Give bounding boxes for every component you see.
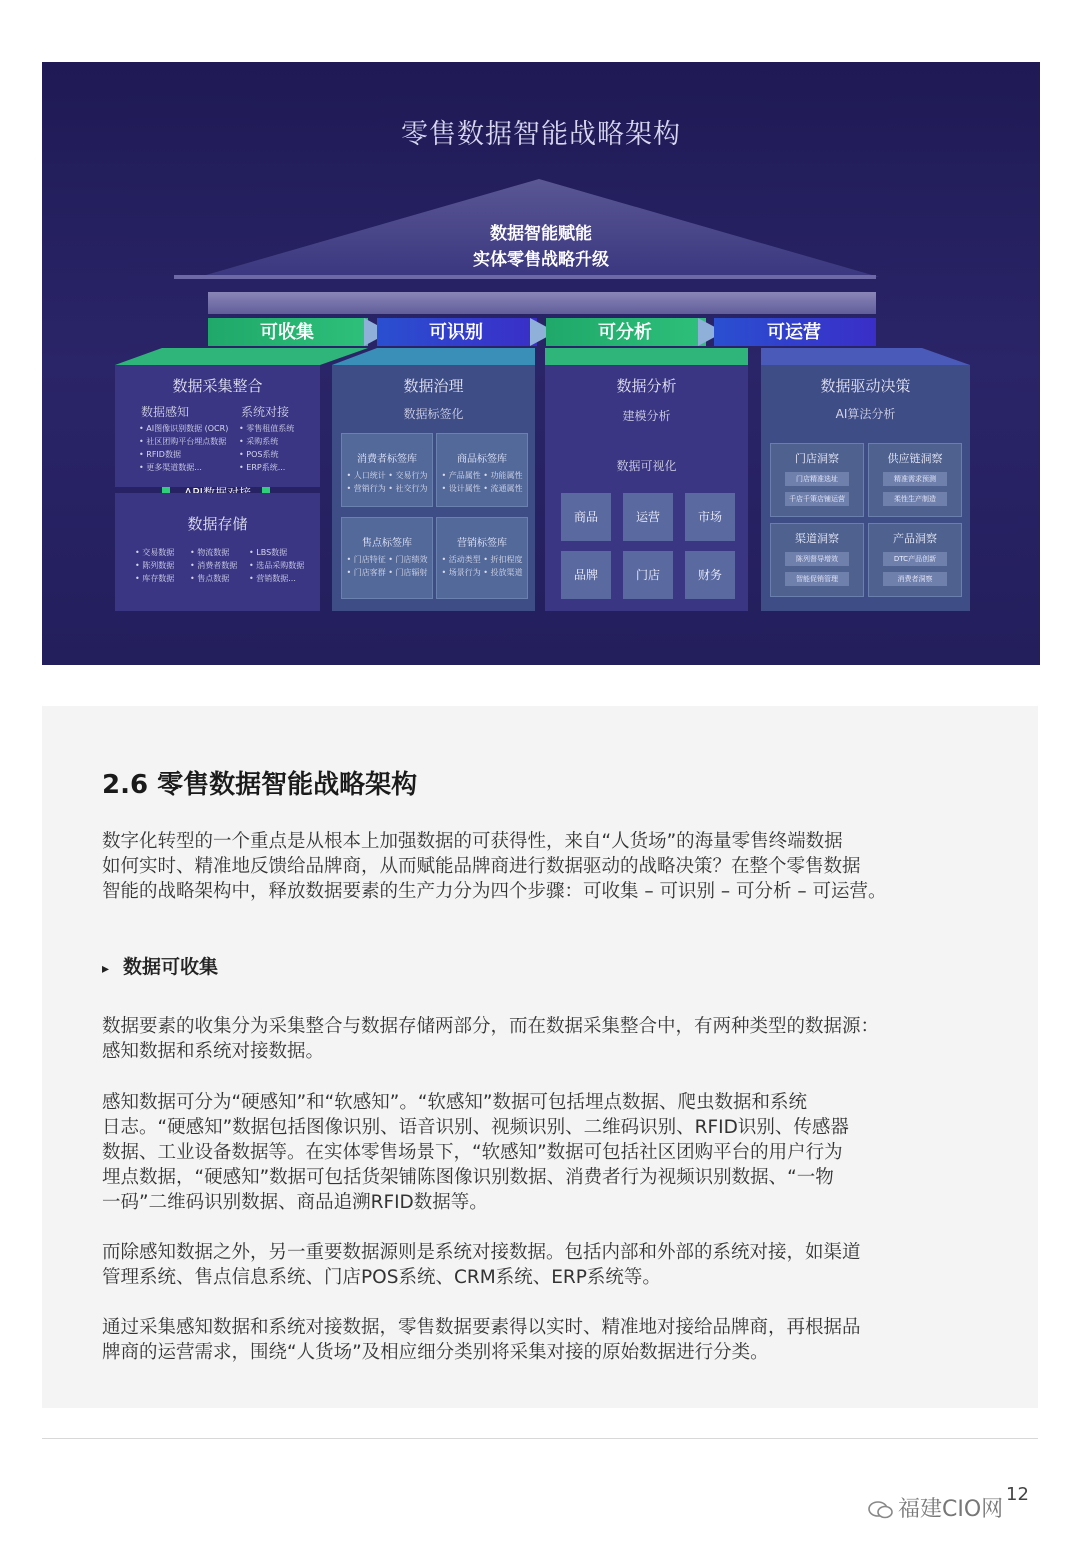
analysis-store: 门店 xyxy=(623,551,673,599)
tag-library-consumer: 消费者标签库 • 人口统计 • 交易行为 • 营销行为 • 社交行为 xyxy=(341,433,433,507)
wechat-icon xyxy=(868,1500,894,1520)
col4-subtitle: AI算法分析 xyxy=(835,407,896,421)
watermark-text: 福建CIO网 xyxy=(898,1497,1004,1522)
bullet-heading xyxy=(102,952,218,979)
col1-right-list: • 零售租值系统 • 采购系统 • POS系统 • ERP系统... xyxy=(239,424,295,472)
tag-library-store: 售点标签库 • 门店特征 • 门店绩效 • 门店客群 • 门店辐射 xyxy=(341,517,433,599)
col-analysis xyxy=(545,365,748,611)
col4-title: 数据驱动决策 xyxy=(820,377,911,395)
col1-title: 数据采集整合 xyxy=(172,377,263,395)
paragraph-system: 而除感知数据之外，另一重要数据源则是系统对接数据。包括内部和外部的系统对接，如渠道 管理系统、售点信息系统、门店POS系统、CRM系统、ERP系统等。 xyxy=(102,1242,861,1288)
col2-subtitle: 数据标签化 xyxy=(403,407,464,421)
analysis-operation: 运营 xyxy=(623,493,673,541)
col3-viz: 数据可视化 xyxy=(616,459,677,473)
roof-line-1: 数据智能赋能 xyxy=(490,224,592,244)
paragraph-intro: 数字化转型的一个重点是从根本上加强数据的可获得性，来自“人货场”的海量零售终端数据 如何实时、精准地反馈给品牌商，从而赋能品牌商进行数据驱动的战略决策？在整个零售数据 智能的战略架构中，释放数据要素的生产力分为四个步骤：可收集 – 可识别 – 可分析 – 可运营。 xyxy=(102,831,887,902)
insight-product: 产品洞察 DTC产品创新 消费者洞察 xyxy=(868,523,962,597)
beam-shape xyxy=(208,292,876,314)
col-storage xyxy=(115,493,320,611)
col1-left-list: • AI图像识别数据 (OCR) • 社区团购平台埋点数据 • RFID数据 • 更多渠道数据... xyxy=(139,424,229,472)
col1-right-head: 系统对接 xyxy=(241,405,290,419)
tag-library-product: 商品标签库 • 产品属性 • 功能属性 • 设计属性 • 流通属性 xyxy=(436,433,528,507)
architecture-diagram xyxy=(42,62,1040,665)
col-decision xyxy=(761,365,970,611)
analysis-product: 商品 xyxy=(561,493,611,541)
insight-store: 门店洞察 门店精准选址 千店千策店铺运营 xyxy=(770,443,864,517)
bullet-text: 数据可收集 xyxy=(123,956,219,978)
section-heading: 2.6 零售数据智能战略架构 xyxy=(102,770,418,800)
watermark xyxy=(868,1492,1003,1523)
col-collect-top xyxy=(115,365,320,487)
col-governance xyxy=(332,365,535,611)
bullet-marker: ▸ xyxy=(102,961,110,977)
storage-title: 数据存储 xyxy=(187,515,248,533)
tag-library-marketing: 营销标签库 • 活动类型 • 折扣程度 • 场景行为 • 投放渠道 xyxy=(436,517,528,599)
paragraph-collection: 数据要素的收集分为采集整合与数据存储两部分，而在数据采集整合中，有两种类型的数据源： 感知数据和系统对接数据。 xyxy=(102,1016,880,1062)
analysis-finance: 财务 xyxy=(685,551,735,599)
insight-channel: 渠道洞察 陈列督导增效 智能促销管理 xyxy=(770,523,864,597)
analysis-brand: 品牌 xyxy=(561,551,611,599)
col3-subtitle: 建模分析 xyxy=(622,409,671,423)
col1-left-head: 数据感知 xyxy=(141,405,190,419)
insight-supply-chain: 供应链洞察 精准需求预测 柔性生产制造 xyxy=(868,443,962,517)
col3-title: 数据分析 xyxy=(616,377,677,395)
footer-divider xyxy=(42,1438,1038,1439)
storage-list-1: • 交易数据 • 陈列数据 • 库存数据 xyxy=(135,548,175,583)
storage-list-2: • 物流数据 • 消费者数据 • 售点数据 xyxy=(190,548,238,583)
analysis-market: 市场 xyxy=(685,493,735,541)
article-panel xyxy=(42,706,1038,1408)
paragraph-conclusion: 通过采集感知数据和系统对接数据，零售数据要素得以实时、精准地对接给品牌商，再根据品 牌商的运营需求，围绕“人货场”及相应细分类别将采集对接的原始数据进行分类。 xyxy=(102,1317,861,1363)
step-analyze: 可分析 xyxy=(598,322,652,343)
paragraph-sensing: 感知数据可分为“硬感知”和“软感知”。“软感知”数据可包括埋点数据、爬虫数据和系统 日志。“硬感知”数据包括图像识别、语音识别、视频识别、二维码识别、RFID识别、传感器 数据、工业设备数据等。在实体零售场景下，“软感知”数据可包括社区团购平台的用户行为 埋点数据，“硬感知”数据可包括货架铺陈图像识别数据、消费者行为视频识别数据、“一物 一码”二维码识别数据、商品追溯RFID数据等。 xyxy=(102,1092,849,1213)
storage-list-3: • LBS数据 • 选品采购数据 • 营销数据... xyxy=(249,548,305,583)
roof-line-2: 实体零售战略升级 xyxy=(473,250,609,270)
page-number: 12 xyxy=(1006,1484,1029,1505)
col2-title: 数据治理 xyxy=(403,377,464,395)
step-identify: 可识别 xyxy=(429,322,483,343)
step-collect: 可收集 xyxy=(260,322,314,343)
step-operate: 可运营 xyxy=(767,322,821,343)
diagram-title: 零售数据智能战略架构 xyxy=(401,119,681,150)
